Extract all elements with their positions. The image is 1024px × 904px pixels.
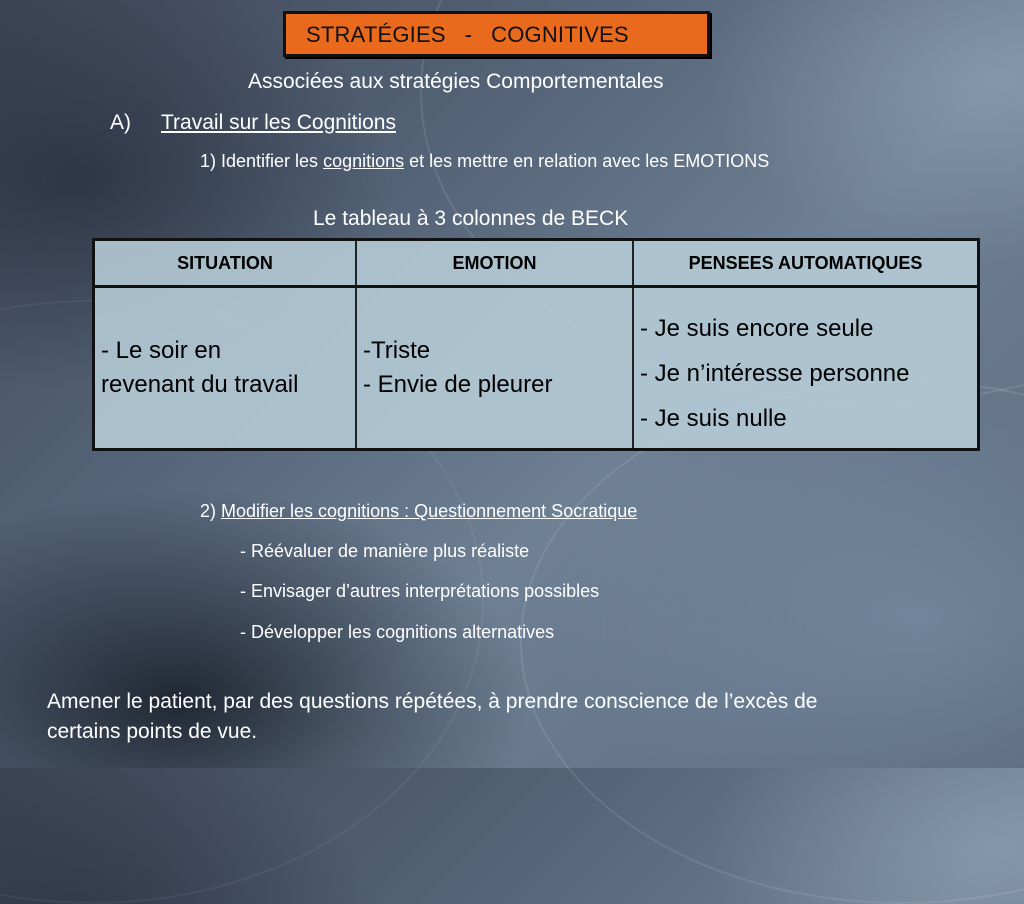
header-pensees: PENSEES AUTOMATIQUES [633, 240, 979, 287]
step-1-cognitions: cognitions [323, 151, 405, 171]
emotion-line: -Triste [363, 337, 431, 365]
step-1-prefix: 1) Identifier les [200, 151, 324, 171]
table-caption: Le tableau à 3 colonnes de BECK [313, 207, 629, 230]
cell-pensees [633, 287, 979, 450]
table-header-row [94, 240, 979, 287]
step-2-item: - Développer les cognitions alternatives [240, 622, 555, 642]
title-box [283, 11, 710, 57]
conclusion-line: certains points de vue. [47, 720, 258, 743]
section-a-title: Travail sur les Cognitions [161, 111, 396, 134]
step-2-item: - Envisager d’autres interprétations possibles [240, 581, 600, 601]
slide-title: STRATÉGIES - COGNITIVES [306, 22, 629, 47]
subtitle: Associées aux stratégies Comportementales [248, 70, 664, 93]
step-2-title: Modifier les cognitions : Questionnement Socratique [221, 501, 638, 521]
background-swoosh [520, 380, 1024, 904]
conclusion-line: Amener le patient, par des questions répétées, à prendre conscience de l’excès de [47, 690, 818, 713]
beck-table [92, 238, 980, 451]
step-2-item: - Réévaluer de manière plus réaliste [240, 541, 530, 561]
step-1-suffix: et les mettre en relation avec les EMOTIONS [404, 151, 770, 171]
situation-line: revenant du travail [101, 371, 299, 399]
emotion-line: - Envie de pleurer [363, 371, 553, 399]
pensee-line: - Je suis nulle [640, 405, 787, 433]
situation-line: - Le soir en [101, 337, 222, 365]
header-situation: SITUATION [94, 240, 357, 287]
cell-emotion [356, 287, 633, 450]
header-emotion: EMOTION [356, 240, 633, 287]
step-2-prefix: 2) [200, 501, 222, 521]
step-1 [200, 151, 769, 172]
cell-situation [94, 287, 357, 450]
table-row [94, 287, 979, 450]
step-2-heading [200, 501, 637, 522]
pensee-line: - Je n’intéresse personne [640, 360, 910, 388]
pensee-line: - Je suis encore seule [640, 315, 874, 342]
section-a-marker: A) [110, 111, 131, 134]
